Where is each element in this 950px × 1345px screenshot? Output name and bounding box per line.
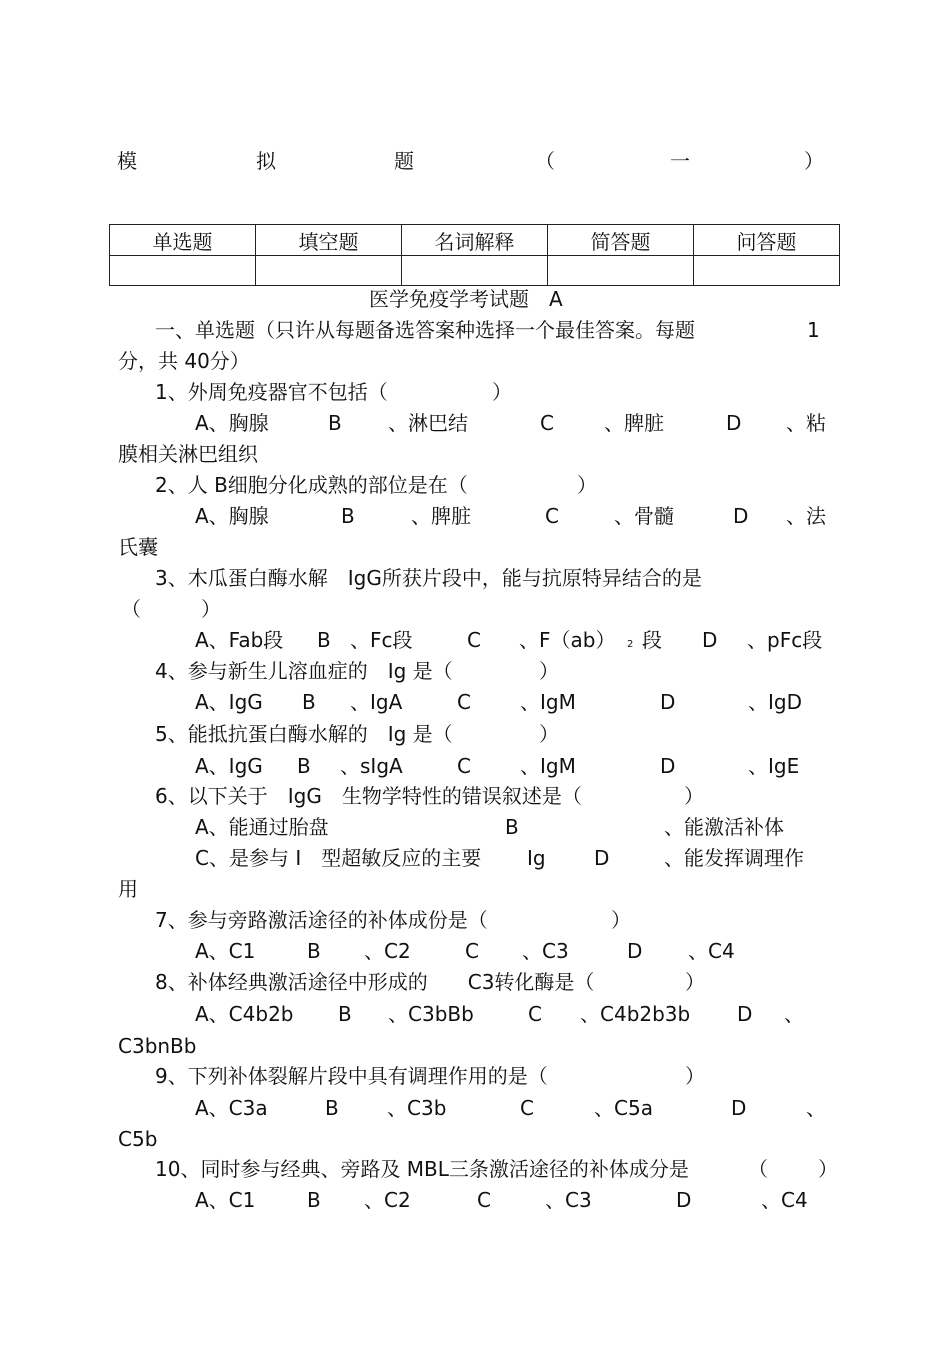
- option-a[interactable]: A、IgG: [195, 754, 263, 778]
- option-continuation: C5b: [118, 1127, 158, 1151]
- option-c-suffix[interactable]: Ig: [527, 846, 546, 870]
- option-b[interactable]: 、Fc段: [350, 628, 413, 652]
- question-stem: 1、外周免疫器官不包括（: [155, 380, 388, 404]
- score-col-header: 填空题: [256, 225, 402, 256]
- score-table-row: [110, 256, 840, 286]
- question-paren: ）: [577, 473, 597, 497]
- option-c[interactable]: 、脾脏: [604, 411, 664, 435]
- section-instruction: 一、单选题（只许从每题备选答案种选择一个最佳答案。每题: [155, 318, 695, 342]
- question-stem: 7、参与旁路激活途径的补体成份是（: [155, 908, 488, 932]
- option-d-letter[interactable]: D: [726, 411, 742, 435]
- option-b-letter[interactable]: B: [325, 1096, 339, 1120]
- option-c[interactable]: 、IgM: [520, 754, 576, 778]
- option-d[interactable]: 、粘: [786, 411, 826, 435]
- score-col-header: 简答题: [548, 225, 694, 256]
- option-c[interactable]: 、C4b2b3b: [580, 1002, 691, 1026]
- option-b[interactable]: 、脾脏: [411, 504, 471, 528]
- option-c-letter[interactable]: C: [457, 690, 471, 714]
- header-char: ）: [804, 149, 824, 173]
- option-d[interactable]: 、IgD: [748, 690, 802, 714]
- option-d-letter[interactable]: D: [594, 846, 610, 870]
- option-b-letter[interactable]: B: [328, 411, 342, 435]
- option-c-letter[interactable]: C: [467, 628, 481, 652]
- question-paren: ）: [492, 380, 512, 404]
- score-table-header: [110, 225, 840, 256]
- option-c-letter[interactable]: C: [520, 1096, 534, 1120]
- score-cell[interactable]: [256, 256, 402, 286]
- option-d[interactable]: 、法: [786, 504, 826, 528]
- option-b-letter[interactable]: B: [338, 1002, 352, 1026]
- option-b-letter[interactable]: B: [505, 815, 519, 839]
- option-c[interactable]: 、C5a: [594, 1096, 653, 1120]
- option-continuation: C3bnBb: [118, 1034, 197, 1058]
- question-paren: （ ）: [121, 597, 221, 621]
- option-d[interactable]: 、能发挥调理作: [664, 846, 804, 870]
- question-stem: 10、同时参与经典、旁路及 MBL三条激活途径的补体成分是: [155, 1157, 689, 1181]
- question-paren: ）: [818, 1157, 838, 1181]
- option-c[interactable]: 、骨髓: [614, 504, 674, 528]
- option-c-letter[interactable]: C: [540, 411, 554, 435]
- score-cell[interactable]: [402, 256, 548, 286]
- option-continuation: 用: [118, 877, 138, 901]
- section-score: 1: [807, 318, 820, 342]
- score-table: [109, 224, 840, 286]
- exam-title: 医学免疫学考试题 A: [369, 287, 563, 311]
- header-char: 拟: [256, 149, 276, 173]
- section-total: 分，共 40分）: [118, 349, 250, 373]
- score-col-header: 名词解释: [402, 225, 548, 256]
- option-b[interactable]: 、C3bBb: [388, 1002, 474, 1026]
- question-stem: 8、补体经典激活途径中形成的 C3转化酶是（: [155, 970, 595, 994]
- score-cell[interactable]: [548, 256, 694, 286]
- option-b[interactable]: 、能激活补体: [664, 815, 784, 839]
- option-c[interactable]: 、IgM: [520, 690, 576, 714]
- question-stem: 3、木瓜蛋白酶水解 IgG所获片段中，能与抗原特异结合的是: [155, 566, 702, 590]
- option-a[interactable]: A、胸腺: [195, 504, 269, 528]
- question-stem: 6、以下关于 IgG 生物学特性的错误叙述是（: [155, 784, 582, 808]
- question-paren: ）: [685, 970, 705, 994]
- question-paren: ）: [539, 722, 559, 746]
- question-stem: 5、能抵抗蛋白酶水解的 Ig 是（: [155, 722, 453, 746]
- option-d-letter[interactable]: D: [731, 1096, 747, 1120]
- option-d-letter[interactable]: D: [702, 628, 718, 652]
- option-b-letter[interactable]: B: [307, 1188, 321, 1212]
- option-c-letter[interactable]: C: [477, 1188, 491, 1212]
- option-c[interactable]: 、F（ab）: [519, 628, 616, 652]
- option-c[interactable]: 、C3: [545, 1188, 592, 1212]
- option-b-letter[interactable]: B: [317, 628, 331, 652]
- option-d[interactable]: 、C4: [688, 939, 735, 963]
- option-a[interactable]: A、IgG: [195, 690, 263, 714]
- option-d-letter[interactable]: D: [660, 754, 676, 778]
- option-continuation: 氏囊: [118, 535, 158, 559]
- question-stem: 9、下列补体裂解片段中具有调理作用的是（: [155, 1064, 548, 1088]
- question-paren: ）: [539, 659, 559, 683]
- score-cell[interactable]: [110, 256, 256, 286]
- option-a[interactable]: A、C4b2b: [195, 1002, 294, 1026]
- score-col-header: 问答题: [694, 225, 840, 256]
- option-c[interactable]: C、是参与 I 型超敏反应的主要: [195, 846, 482, 870]
- option-d-letter[interactable]: D: [660, 690, 676, 714]
- question-paren: ）: [685, 1064, 705, 1088]
- question-paren: ）: [611, 908, 631, 932]
- option-c-letter[interactable]: C: [457, 754, 471, 778]
- option-b-letter[interactable]: B: [307, 939, 321, 963]
- header-char: 一: [670, 149, 690, 173]
- option-b-letter[interactable]: B: [302, 690, 316, 714]
- question-stem: 2、人 B细胞分化成熟的部位是在（: [155, 473, 468, 497]
- option-d[interactable]: 、pFc段: [747, 628, 823, 652]
- option-c-subscript: 2: [627, 639, 634, 650]
- header-char: 题: [394, 149, 414, 173]
- option-b-letter[interactable]: B: [341, 504, 355, 528]
- question-paren: ）: [684, 784, 704, 808]
- option-b[interactable]: 、C2: [364, 1188, 411, 1212]
- option-a[interactable]: A、C1: [195, 939, 256, 963]
- option-a[interactable]: A、能通过胎盘: [195, 815, 329, 839]
- option-b[interactable]: 、C2: [364, 939, 411, 963]
- option-a[interactable]: A、C3a: [195, 1096, 268, 1120]
- question-paren-open: （: [748, 1157, 768, 1181]
- question-stem: 4、参与新生儿溶血症的 Ig 是（: [155, 659, 453, 683]
- option-d-letter[interactable]: D: [627, 939, 643, 963]
- option-a[interactable]: A、Fab段: [195, 628, 284, 652]
- option-b[interactable]: 、sIgA: [340, 754, 403, 778]
- option-c-letter[interactable]: C: [528, 1002, 542, 1026]
- score-col-header: 单选题: [110, 225, 256, 256]
- header-char: 模: [117, 149, 137, 173]
- option-b-letter[interactable]: B: [297, 754, 311, 778]
- option-d[interactable]: 、: [784, 1002, 804, 1026]
- option-continuation: 膜相关淋巴组织: [118, 442, 258, 466]
- option-c-letter[interactable]: C: [465, 939, 479, 963]
- option-d[interactable]: 、: [806, 1096, 826, 1120]
- option-c-suffix[interactable]: 段: [642, 628, 662, 652]
- option-b[interactable]: 、C3b: [387, 1096, 447, 1120]
- option-b[interactable]: 、淋巴结: [388, 411, 468, 435]
- header-char: （: [535, 149, 555, 173]
- option-d-letter[interactable]: D: [737, 1002, 753, 1026]
- option-d[interactable]: 、C4: [761, 1188, 808, 1212]
- option-d[interactable]: 、IgE: [748, 754, 800, 778]
- option-d-letter[interactable]: D: [733, 504, 749, 528]
- option-a[interactable]: A、胸腺: [195, 411, 269, 435]
- option-c-letter[interactable]: C: [545, 504, 559, 528]
- option-a[interactable]: A、C1: [195, 1188, 256, 1212]
- score-cell[interactable]: [694, 256, 840, 286]
- option-b[interactable]: 、IgA: [350, 690, 403, 714]
- option-c[interactable]: 、C3: [522, 939, 569, 963]
- option-d-letter[interactable]: D: [676, 1188, 692, 1212]
